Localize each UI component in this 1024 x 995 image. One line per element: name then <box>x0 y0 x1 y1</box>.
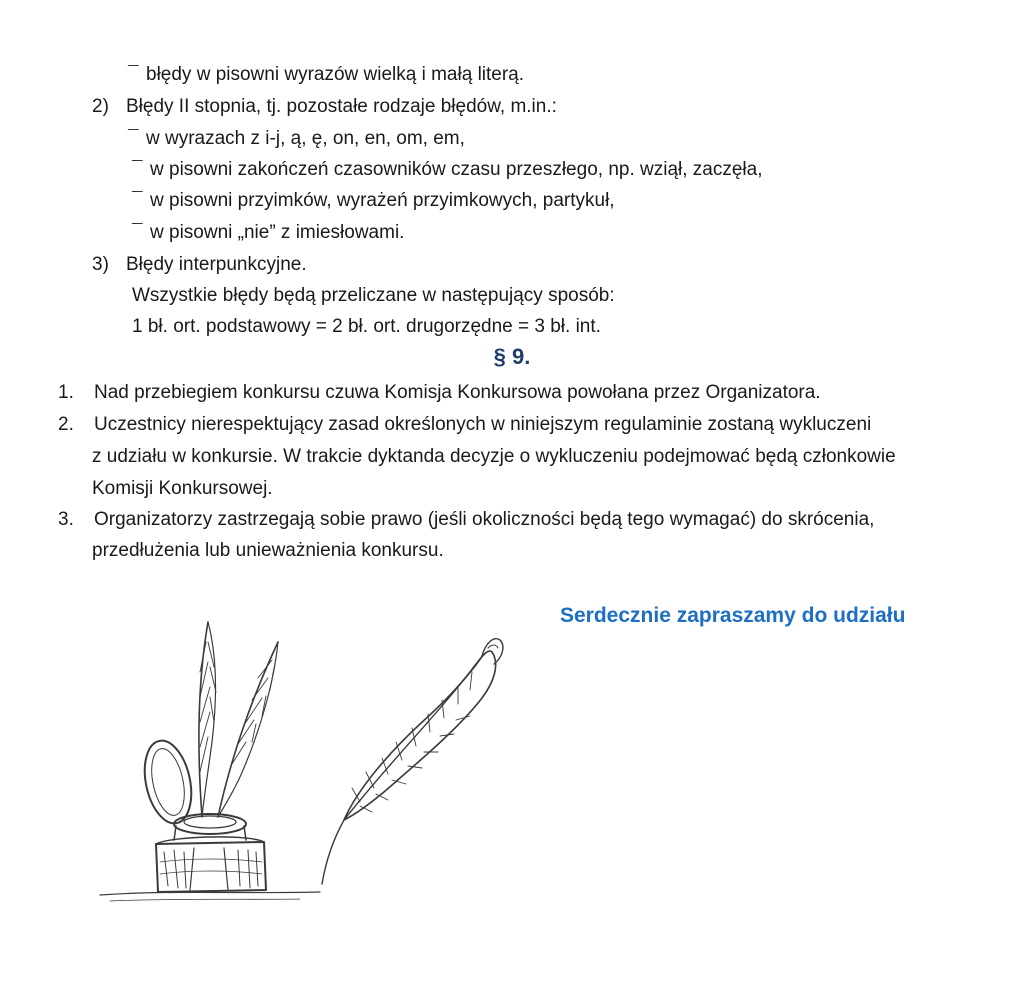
section-item-3: 3. Organizatorzy zastrzegają sobie prawo (jeśli okoliczności będą tego wymagać) do skrócenia, <box>58 509 875 530</box>
dash-bullet: ¯ <box>132 159 143 180</box>
conversion-intro: Wszystkie błędy będą przeliczane w następujący sposób: <box>132 285 615 306</box>
list-number: 1. <box>58 382 74 403</box>
list-subitem: ¯ w wyrazach z i-j, ą, ę, on, en, om, em, <box>128 128 465 149</box>
section-item-3-cont: przedłużenia lub unieważnienia konkursu. <box>92 540 444 561</box>
inkwell-with-quills-icon <box>90 612 550 912</box>
list-subitem: ¯ w pisowni przyimków, wyrażeń przyimkowych, partykuł, <box>132 190 615 211</box>
dash-bullet: ¯ <box>128 64 139 85</box>
section-item-2-cont: Komisji Konkursowej. <box>92 478 273 499</box>
list-subitem: ¯ w pisowni „nie” z imiesłowami. <box>132 222 405 243</box>
dash-bullet: ¯ <box>132 222 143 243</box>
list-number: 2) <box>92 96 109 117</box>
conversion-rule: 1 bł. ort. podstawowy = 2 bł. ort. drugorzędne = 3 bł. int. <box>132 316 601 337</box>
list-subitem: ¯ błędy w pisowni wyrazów wielką i małą literą. <box>128 64 525 85</box>
list-item-3: 3) Błędy interpunkcyjne. <box>92 254 307 275</box>
list-number: 3) <box>92 254 109 275</box>
section-item-2-cont: z udziału w konkursie. W trakcie dyktanda decyzje o wykluczeniu podejmować będą członkowie <box>92 446 896 467</box>
list-subitem: ¯ w pisowni zakończeń czasowników czasu przeszłego, np. wziął, zaczęła, <box>132 159 763 180</box>
list-number: 3. <box>58 509 74 530</box>
dash-bullet: ¯ <box>128 128 139 149</box>
dash-bullet: ¯ <box>132 190 143 211</box>
section-item-1: 1. Nad przebiegiem konkursu czuwa Komisja Konkursowa powołana przez Organizatora. <box>58 382 821 403</box>
list-number: 2. <box>58 414 74 435</box>
list-item-2: 2) Błędy II stopnia, tj. pozostałe rodzaje błędów, m.in.: <box>92 96 557 117</box>
invitation-text: Serdecznie zapraszamy do udziału <box>560 604 906 627</box>
section-title: § 9. <box>493 344 531 369</box>
section-item-2: 2. Uczestnicy nierespektujący zasad określonych w niniejszym regulaminie zostaną wykluczeni <box>58 414 872 435</box>
